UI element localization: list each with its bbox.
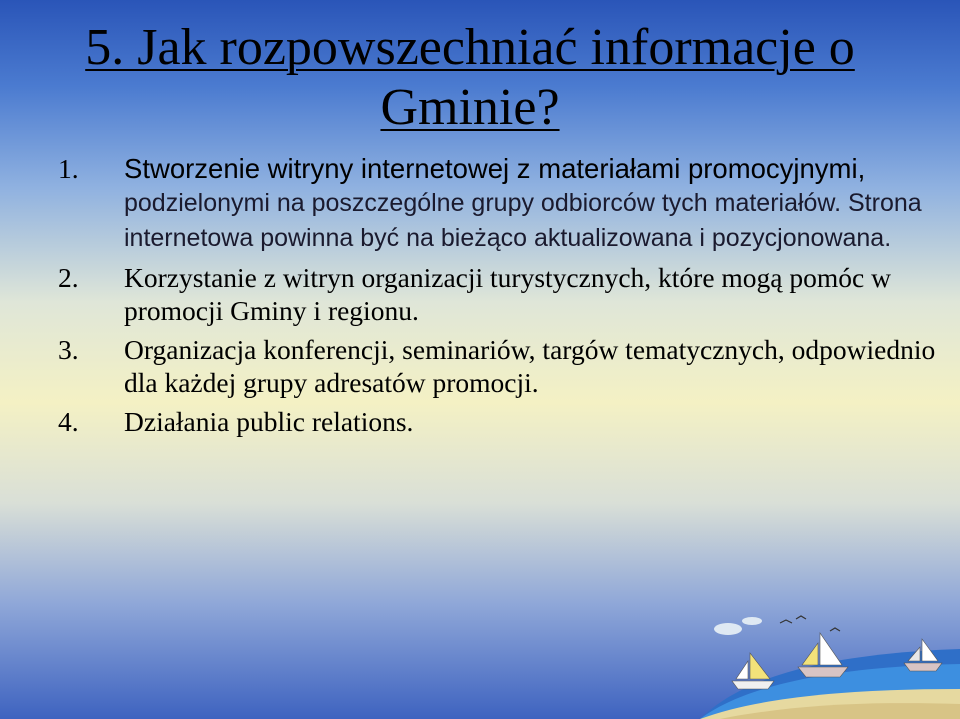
slide-title: 5. Jak rozpowszechniać informacje o Gminie? <box>85 19 855 136</box>
bullet-list <box>58 152 938 444</box>
item-number: 2. <box>58 262 79 293</box>
item-number: 1. <box>58 153 79 184</box>
item-text: Korzystanie z witryn organizacji turystycznych, które mogą pomóc w promocji Gminy i regionu. <box>124 262 891 326</box>
item-text: Działania public relations. <box>124 406 414 437</box>
list-item <box>58 261 938 327</box>
list-item <box>58 152 938 255</box>
item-text: Organizacja konferencji, seminariów, targów tematycznych, odpowiednio dla każdej grupy adresatów promocji. <box>124 334 936 398</box>
item-number: 3. <box>58 334 79 365</box>
list-item <box>58 333 938 399</box>
item-text-line1: Stworzenie witryny internetowej z materiałami promocyjnymi, <box>124 153 866 184</box>
item-number: 4. <box>58 406 79 437</box>
item-text-line2: podzielonymi na poszczególne grupy odbiorców tych materiałów. Strona internetowa powinna być na bieżąco aktualizowana i pozycjonowana. <box>124 189 922 252</box>
item-text <box>124 152 938 255</box>
sailboats-beach-icon <box>700 609 960 719</box>
list-item <box>58 405 938 438</box>
